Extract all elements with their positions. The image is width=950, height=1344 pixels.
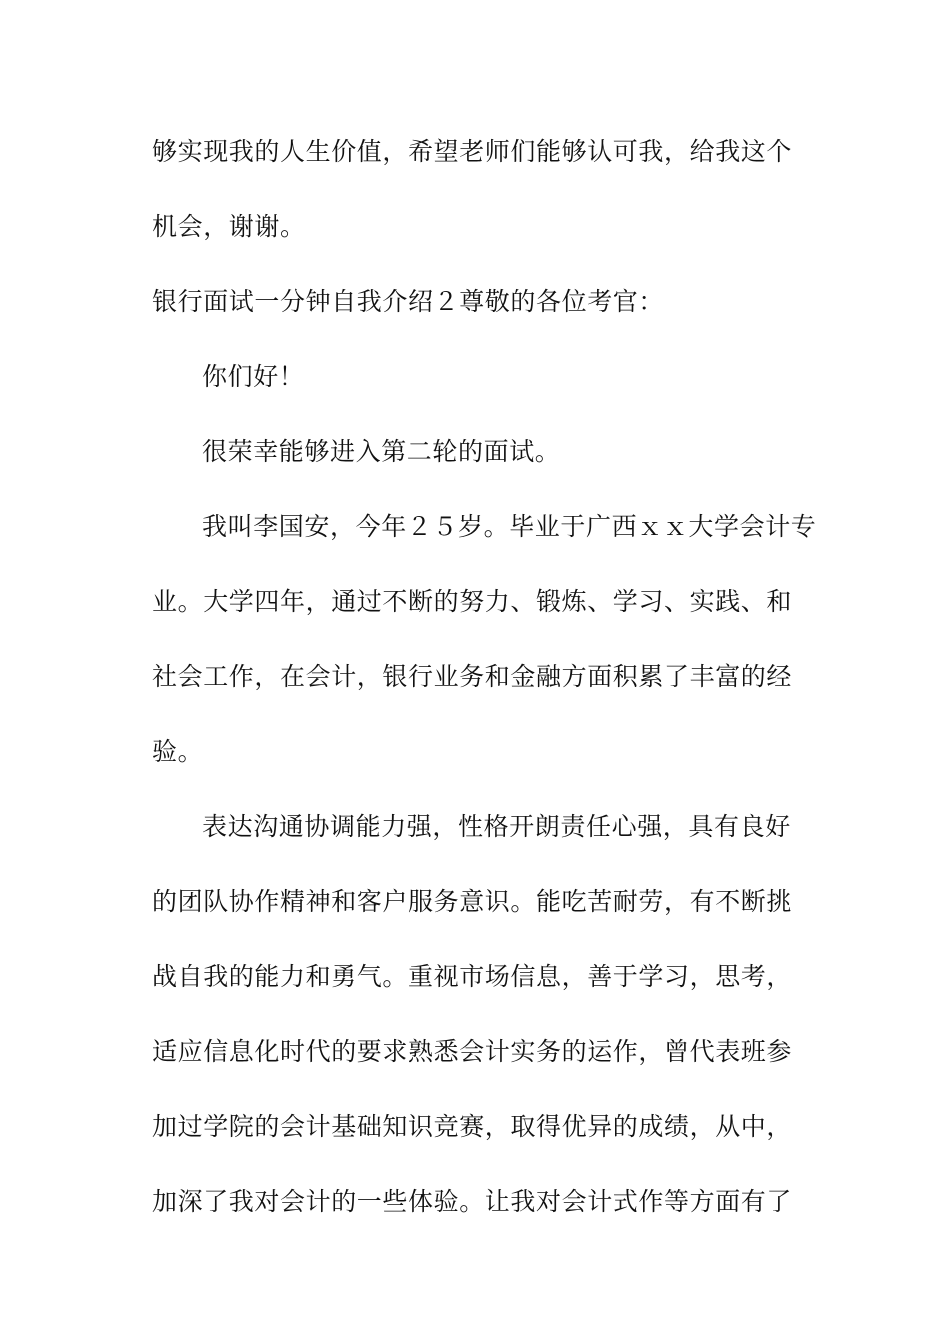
text-line-7: 业。大学四年，通过不断的努力、锻炼、学习、实践、和 <box>152 587 793 616</box>
text-line-13: 适应信息化时代的要求熟悉会计实务的运作，曾代表班参 <box>152 1037 793 1066</box>
text-line-8: 社会工作，在会计，银行业务和金融方面积累了丰富的经 <box>152 662 793 691</box>
text-line-12: 战自我的能力和勇气。重视市场信息，善于学习，思考， <box>152 962 793 991</box>
greeting-line: 你们好！ <box>202 362 305 391</box>
text-line-9: 验。 <box>152 737 204 766</box>
text-line-10: 表达沟通协调能力强，性格开朗责任心强，具有良好 <box>202 812 791 841</box>
text-line-6: 我叫李国安，今年２５岁。毕业于广西ｘｘ大学会计专 <box>202 512 817 541</box>
text-line-1: 够实现我的人生价值，希望老师们能够认可我，给我这个 <box>152 137 793 166</box>
text-line-14: 加过学院的会计基础知识竞赛，取得优异的成绩，从中， <box>152 1112 793 1141</box>
text-line-11: 的团队协作精神和客户服务意识。能吃苦耐劳，有不断挑 <box>152 887 793 916</box>
section-heading: 银行面试一分钟自我介绍２尊敬的各位考官： <box>152 287 665 316</box>
text-line-5: 很荣幸能够进入第二轮的面试。 <box>202 437 561 466</box>
text-line-2: 机会，谢谢。 <box>152 212 306 241</box>
text-line-15: 加深了我对会计的一些体验。让我对会计式作等方面有了 <box>152 1187 793 1216</box>
